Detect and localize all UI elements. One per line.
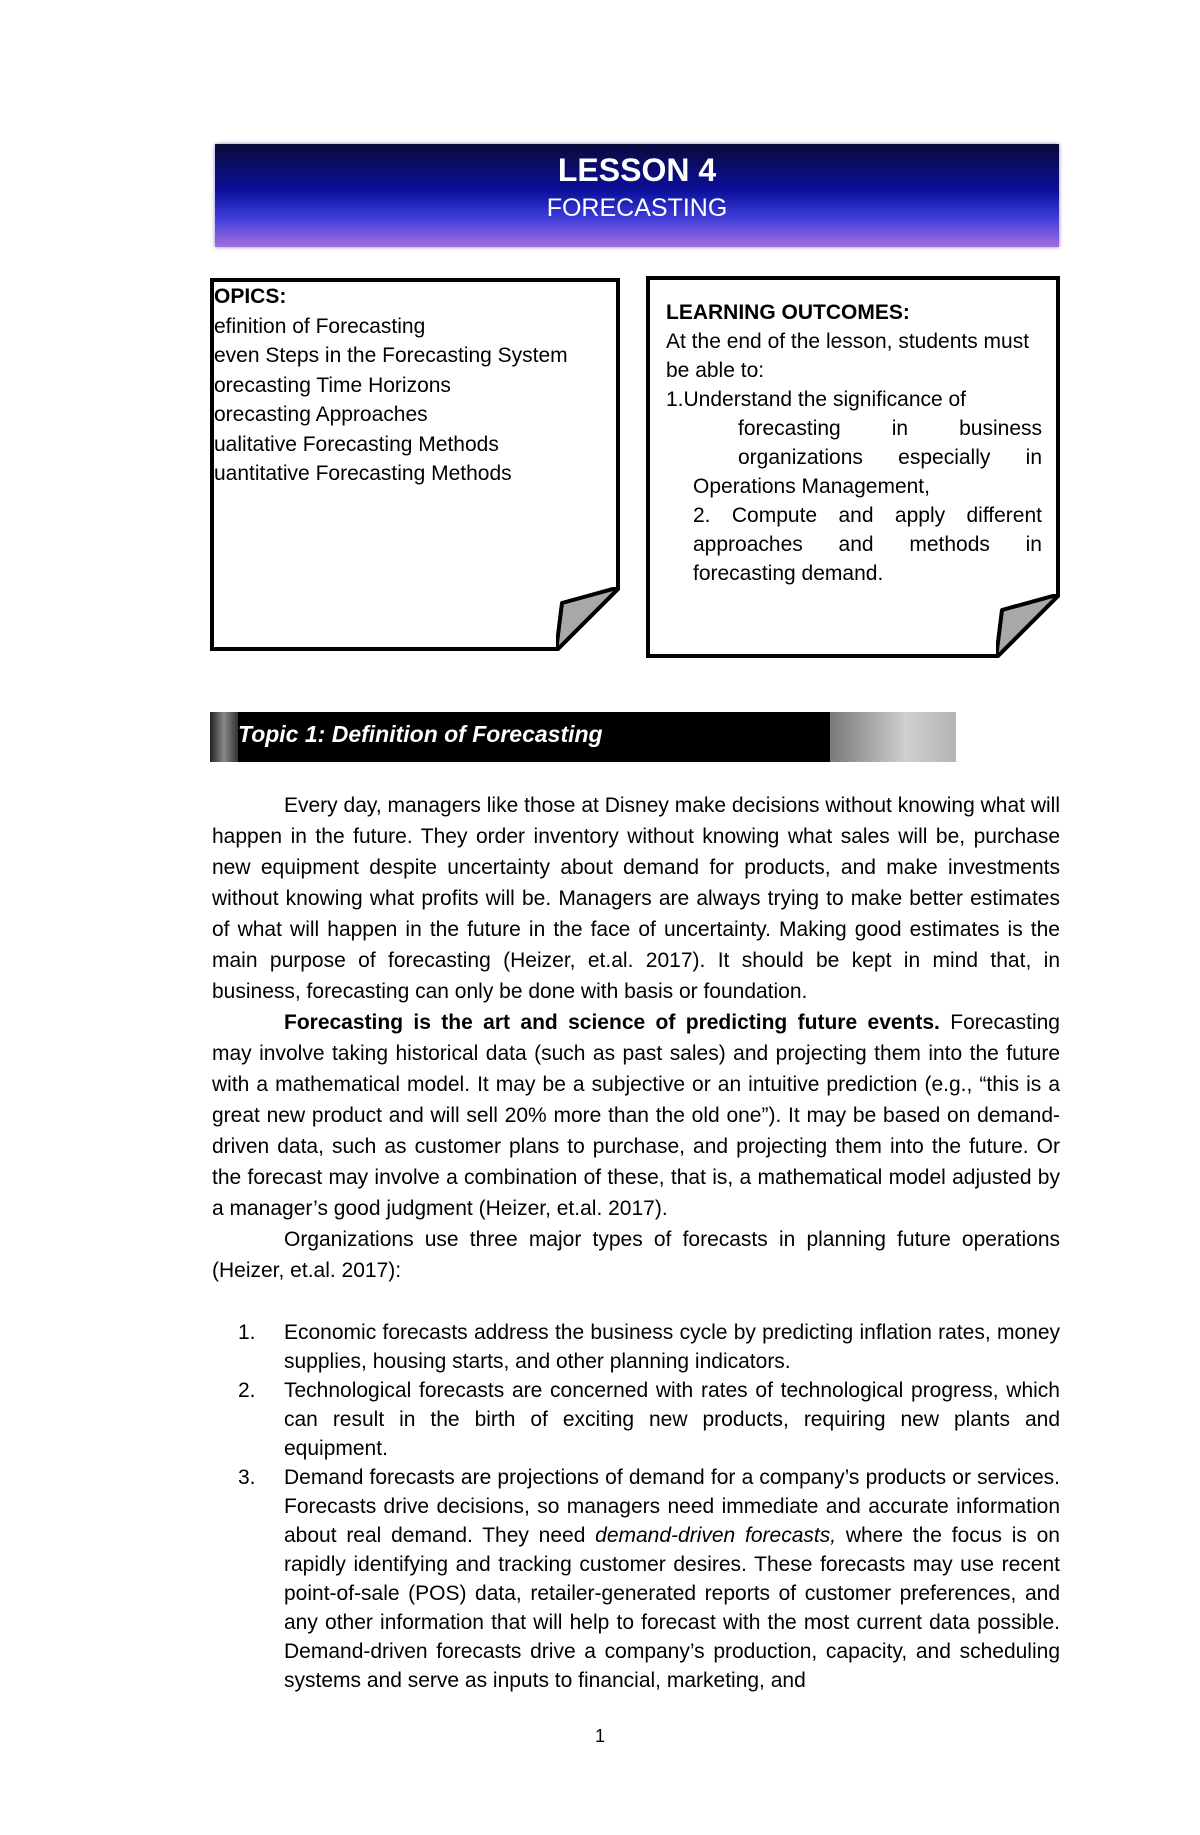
topic-item: orecasting Approaches (214, 403, 428, 426)
topic-item: efinition of Forecasting (214, 314, 426, 338)
list-item (212, 1318, 1060, 1376)
topics-card (210, 278, 620, 651)
list-item-text: Technological forecasts are concerned with rates of technological progress, which can result in the birth of exciting new products, requiring new plants and equipment. (284, 1379, 1060, 1460)
lesson-banner (215, 144, 1059, 247)
list-item-text: Economic forecasts address the business cycle by predicting inflation rates, money supplies, housing starts, and other planning indicators. (284, 1321, 1060, 1373)
topics-list (214, 282, 568, 489)
paragraph-bold-lead: Forecasting is the art and science of predicting future events. (284, 1011, 940, 1034)
outcome-item-2: 2. Compute and apply different approaches and methods in forecasting demand. (693, 504, 1042, 585)
topic-bar-gradient (830, 712, 956, 762)
learning-outcomes-card (646, 276, 1060, 658)
paragraph: Organizations use three major types of forecasts in planning future operations (Heizer, et.al. 2017): (212, 1228, 1060, 1282)
list-number: 2. (238, 1379, 256, 1402)
topic-heading-bar (210, 712, 956, 762)
outcomes-intro: At the end of the lesson, students must be able to: (666, 330, 1030, 382)
lesson-subtitle: FORECASTING (546, 194, 728, 222)
outcome-item-1-line: forecasting in business (738, 417, 1042, 440)
topic-item: even Steps in the Forecasting System (214, 344, 568, 367)
list-item-text: where the focus is on rapidly identifying and tracking customer desires. These forecasts may use recent point-of-sale (POS) data, retailer-generated reports of customer preferences, and any other information that will help to forecast with the most current data possible. Demand-driven forecasts drive a company’s production, capacity, and scheduling systems and serve as inputs to financial, marketing, and (284, 1524, 1060, 1692)
list-number: 1. (238, 1321, 256, 1344)
topic-item: uantitative Forecasting Methods (214, 462, 512, 485)
section-title: Topic 1: Definition of Forecasting (238, 721, 603, 747)
list-number: 3. (238, 1466, 256, 1489)
outcome-item-1-line: Operations Management, (693, 475, 930, 498)
paragraph-rest: Forecasting may involve taking historical data (such as past sales) and projecting them into the future with a mathematical model. It may be a subjective or an intuitive prediction (e.g., “this is a great new product and will sell 20% more than the old one”). It may be based on demand-driven data, such as customer plans to purchase, and projecting them into the future. Or the forecast may involve a combination of these, that is, a mathematical model adjusted by a manager’s good judgment (Heizer, et.al. 2017). (212, 1011, 1060, 1220)
outcomes-text (666, 298, 1042, 588)
list-item (212, 1463, 1060, 1695)
forecast-types-list (212, 1318, 1060, 1695)
outcomes-heading: LEARNING OUTCOMES: (666, 301, 910, 324)
list-item-emphasis: demand-driven forecasts, (595, 1524, 837, 1547)
paragraph: Every day, managers like those at Disney make decisions without knowing what will happen in the future. They order inventory without knowing what sales will be, purchase new equipment despite uncertainty about demand for products, and make investments without knowing what profits will be. Managers are always trying to make better estimates of what will happen in the future in the face of uncertainty. Making good estimates is the main purpose of forecasting (Heizer, et.al. 2017). It should be kept in mind that, in business, forecasting can only be done with basis or foundation. (212, 794, 1060, 1003)
page-number: 1 (594, 1726, 605, 1746)
page-curl-icon (996, 594, 1060, 658)
topic-bar-edge (210, 712, 238, 762)
topic-item: ualitative Forecasting Methods (214, 432, 499, 456)
outcome-item-1-line: organizations especially in (738, 446, 1042, 469)
outcome-item-1-lead: 1.Understand the significance of (666, 388, 967, 411)
body-text (212, 790, 1060, 1286)
paragraph (212, 1007, 1060, 1224)
list-item-text: Demand forecasts are projections of demand for a company’s products or services. Forecasts drive decisions, so managers need immediate and accurate information about real demand. They need (284, 1466, 1060, 1547)
topics-heading: OPICS: (214, 285, 287, 308)
topic-item: orecasting Time Horizons (214, 373, 451, 397)
lesson-title: LESSON 4 (557, 152, 717, 188)
page-curl-icon (556, 587, 620, 651)
list-item (212, 1376, 1060, 1463)
